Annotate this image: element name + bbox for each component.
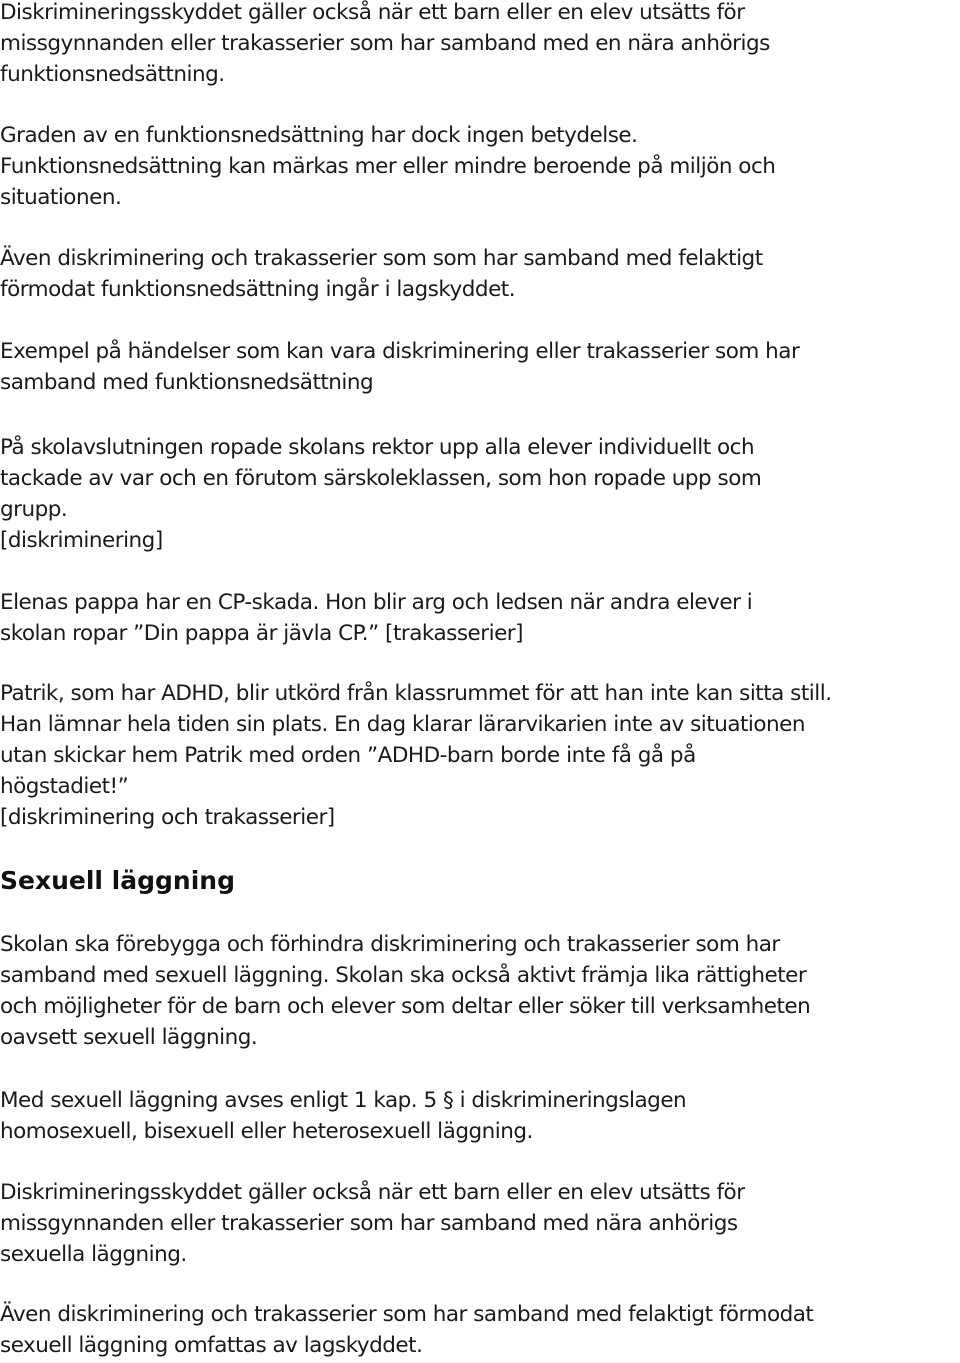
text-line: tackade av var och en förutom särskoleklassen, som hon ropade upp som [0,466,762,491]
text-line: skolan ropar ”Din pappa är jävla CP.” [trakasserier] [0,621,524,646]
text-line: Elenas pappa har en CP-skada. Hon blir arg och ledsen när andra elever i [0,590,753,615]
text-line: missgynnanden eller trakasserier som har samband med en nära anhörigs [0,31,770,56]
text-line: och möjligheter för de barn och elever som deltar eller söker till verksamheten [0,994,811,1019]
text-line: grupp. [0,497,68,522]
text-line: Exempel på händelser som kan vara diskriminering eller trakasserier som har [0,339,800,364]
text-line: Diskrimineringsskyddet gäller också när ett barn eller en elev utsätts för [0,0,745,25]
text-line: utan skickar hem Patrik med orden ”ADHD-barn borde inte få gå på [0,743,696,768]
text-line: På skolavslutningen ropade skolans rektor upp alla elever individuellt och [0,435,755,460]
text-line: Även diskriminering och trakasserier som har samband med felaktigt förmodat [0,1302,814,1327]
text-line: [diskriminering och trakasserier] [0,805,335,830]
text-line: Med sexuell läggning avses enligt 1 kap. 5 § i diskrimineringslagen [0,1088,687,1113]
text-line: Funktionsnedsättning kan märkas mer eller mindre beroende på miljön och [0,154,776,179]
text-line: missgynnanden eller trakasserier som har samband med nära anhörigs [0,1211,738,1236]
text-line: sexuell läggning omfattas av lagskyddet. [0,1333,423,1358]
text-line: Patrik, som har ADHD, blir utkörd från klassrummet för att han inte kan sitta still. [0,681,832,706]
text-line: funktionsnedsättning. [0,62,225,87]
text-line: samband med funktionsnedsättning [0,370,374,395]
text-line: Även diskriminering och trakasserier som som har samband med felaktigt [0,246,763,271]
text-line: Han lämnar hela tiden sin plats. En dag klarar lärarvikarien inte av situationen [0,712,806,737]
text-line: sexuella läggning. [0,1242,187,1267]
text-line: Graden av en funktionsnedsättning har dock ingen betydelse. [0,123,638,148]
text-line: [diskriminering] [0,528,163,553]
text-line: Skolan ska förebygga och förhindra diskriminering och trakasserier som har [0,932,780,957]
text-line: Diskrimineringsskyddet gäller också när ett barn eller en elev utsätts för [0,1180,745,1205]
text-line: situationen. [0,185,122,210]
section-heading: Sexuell läggning [0,866,235,895]
text-line: högstadiet!” [0,774,129,799]
text-line: oavsett sexuell läggning. [0,1025,258,1050]
text-line: förmodat funktionsnedsättning ingår i lagskyddet. [0,277,516,302]
text-line: samband med sexuell läggning. Skolan ska också aktivt främja lika rättigheter [0,963,807,988]
text-line: homosexuell, bisexuell eller heterosexuell läggning. [0,1119,533,1144]
